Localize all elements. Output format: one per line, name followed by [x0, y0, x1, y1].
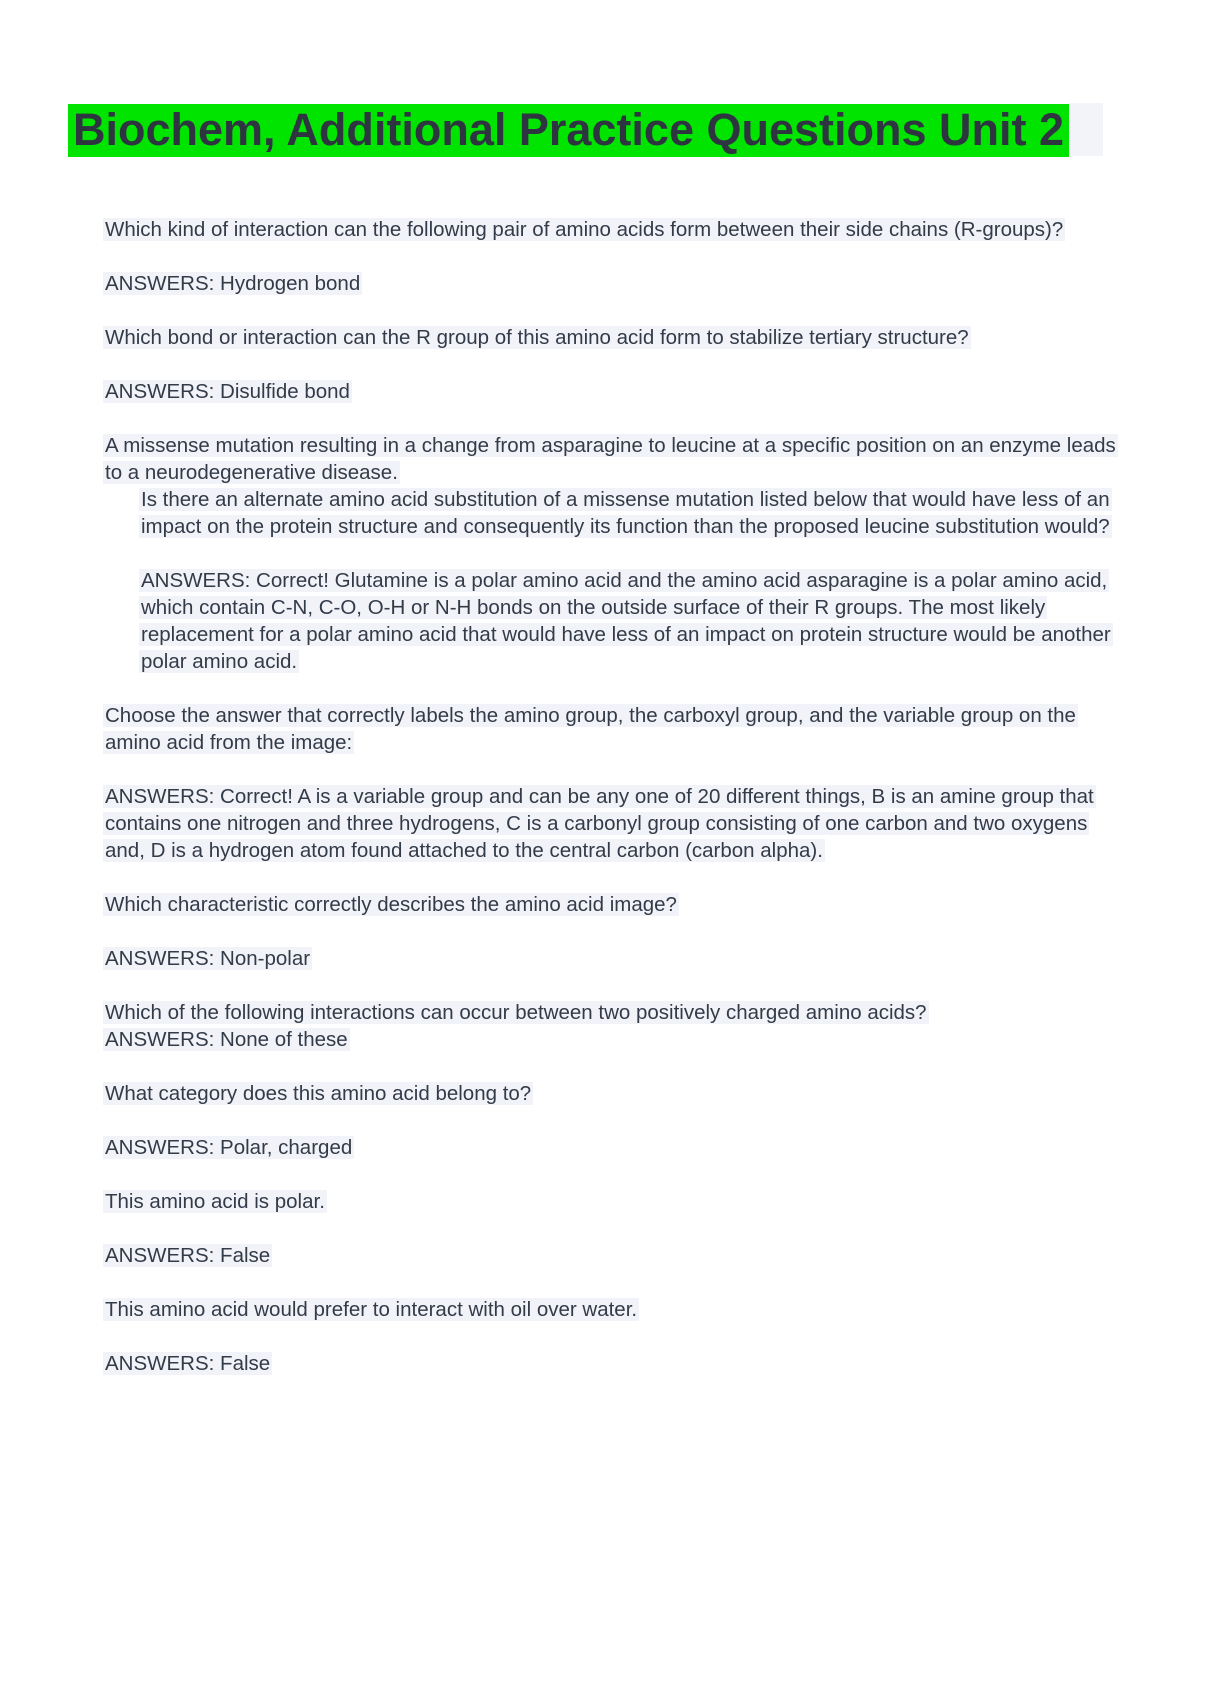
answer-paragraph [103, 378, 1129, 405]
title-highlight-tail [1069, 103, 1103, 156]
question-paragraph [103, 891, 1129, 918]
answer-text: ANSWERS: False [105, 1352, 271, 1375]
question-text: Which of the following interactions can occur between two positively charged amino acids? [105, 1001, 927, 1024]
question-text: Is there an alternate amino acid substitution of a missense mutation listed below that would have less of an impact on the protein structure and consequently its function than the proposed leucine substitution would? [141, 488, 1110, 538]
question-text: Which characteristic correctly describes the amino acid image? [105, 893, 677, 916]
question-paragraph [103, 216, 1129, 243]
question-text: What category does this amino acid belong to? [105, 1082, 532, 1105]
question-paragraph [103, 1296, 1129, 1323]
question-paragraph [103, 1188, 1129, 1215]
answer-text: ANSWERS: Correct! Glutamine is a polar amino acid and the amino acid asparagine is a polar amino acid, which contain C-N, C-O, O-H or N-H bonds on the outside surface of their R groups. The most likely replacement for a polar amino acid that would have less of an impact on protein structure would be another polar amino acid. [141, 569, 1111, 673]
answer-text: ANSWERS: Non-polar [105, 947, 311, 970]
question-paragraph [103, 324, 1129, 351]
answer-text: ANSWERS: False [105, 1244, 271, 1267]
answer-text: ANSWERS: Disulfide bond [105, 380, 350, 403]
answer-text: ANSWERS: Hydrogen bond [105, 272, 361, 295]
answer-paragraph [103, 1242, 1129, 1269]
question-paragraph [103, 1080, 1129, 1107]
question-text: Which bond or interaction can the R group of this amino acid form to stabilize tertiary structure? [105, 326, 969, 349]
answer-paragraph [103, 945, 1129, 972]
question-text: This amino acid is polar. [105, 1190, 325, 1213]
answer-text: ANSWERS: Polar, charged [105, 1136, 353, 1159]
title-row [68, 102, 1224, 158]
question-paragraph [103, 999, 1129, 1026]
question-text: Choose the answer that correctly labels the amino group, the carboxyl group, and the variable group on the amino acid from the image: [105, 704, 1076, 754]
document-body [103, 216, 1129, 1377]
document-page [0, 102, 1224, 1686]
question-paragraph [103, 432, 1129, 486]
question-text: This amino acid would prefer to interact with oil over water. [105, 1298, 638, 1321]
question-paragraph-indented [103, 486, 1129, 540]
question-text: Which kind of interaction can the following pair of amino acids form between their side chains (R-groups)? [105, 218, 1064, 241]
answer-paragraph [103, 1350, 1129, 1377]
answer-paragraph [103, 270, 1129, 297]
answer-text: ANSWERS: Correct! A is a variable group and can be any one of 20 different things, B is an amine group that contains one nitrogen and three hydrogens, C is a carbonyl group consisting of one carbon and two oxygens and, D is a hydrogen atom found attached to the central carbon (carbon alpha). [105, 785, 1094, 862]
answer-text: ANSWERS: None of these [105, 1028, 348, 1051]
answer-paragraph [103, 1134, 1129, 1161]
question-paragraph [103, 702, 1129, 756]
answer-paragraph-indented [103, 567, 1129, 675]
question-text: A missense mutation resulting in a change from asparagine to leucine at a specific position on an enzyme leads to a neurodegenerative disease. [105, 434, 1116, 484]
answer-paragraph [103, 1026, 1129, 1053]
page-title: Biochem, Additional Practice Questions Unit 2 [68, 104, 1069, 157]
answer-paragraph [103, 783, 1129, 864]
